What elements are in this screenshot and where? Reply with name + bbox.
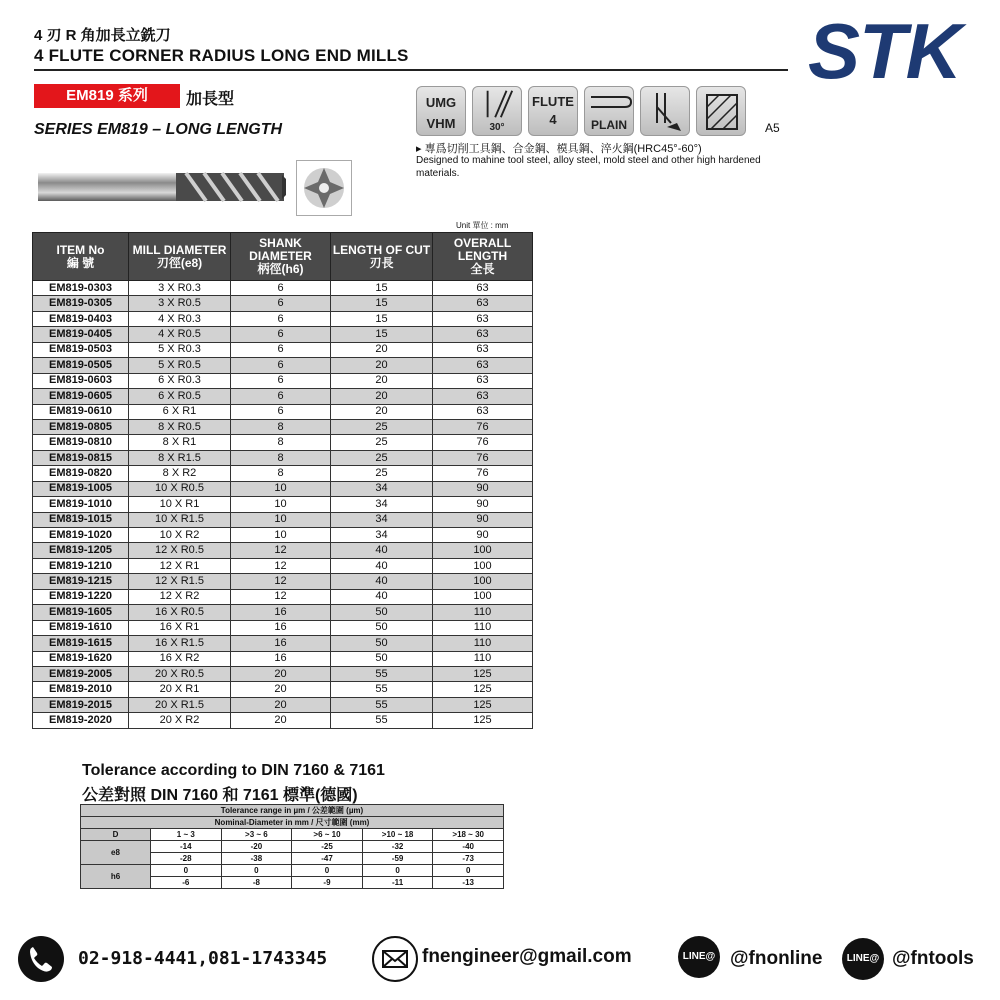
plain-shank-icon: [585, 87, 635, 115]
shank-diameter-cell: 20: [231, 666, 331, 681]
item-no-cell: EM819-0305: [33, 296, 129, 311]
item-no-cell: EM819-1220: [33, 589, 129, 604]
mill-diameter-cell: 16 X R2: [129, 651, 231, 666]
title-divider: [34, 69, 788, 71]
tolerance-table: [80, 804, 504, 889]
h6-label: h6: [81, 865, 151, 889]
item-no-cell: EM819-1010: [33, 497, 129, 512]
mill-diameter-cell: 20 X R2: [129, 713, 231, 728]
e8-label: e8: [81, 841, 151, 865]
line-icon: LINE@: [842, 938, 884, 980]
shank-diameter-cell: 8: [231, 466, 331, 481]
item-no-cell: EM819-0303: [33, 281, 129, 296]
length-of-cut-cell: 55: [331, 682, 433, 697]
shank-label: PLAIN: [591, 118, 627, 132]
series-badge: EM819 系列: [34, 84, 180, 108]
length-of-cut-cell: 15: [331, 296, 433, 311]
col-header-shank-diameter: SHANK DIAMETER 柄徑(h6): [231, 233, 331, 281]
contact-footer: [0, 934, 1000, 984]
overall-length-cell: 110: [433, 651, 533, 666]
phone-icon: [18, 936, 64, 982]
item-no-cell: EM819-0503: [33, 342, 129, 357]
item-no-cell: EM819-1605: [33, 605, 129, 620]
shank-diameter-cell: 10: [231, 512, 331, 527]
overall-length-cell: 76: [433, 435, 533, 450]
shank-diameter-cell: 6: [231, 281, 331, 296]
overall-length-cell: 63: [433, 404, 533, 419]
hatch-icon: [697, 87, 747, 137]
shank-diameter-cell: 12: [231, 543, 331, 558]
range-cell: >3 ~ 6: [221, 829, 292, 841]
length-of-cut-cell: 55: [331, 713, 433, 728]
unit-label: Unit 單位 : mm: [456, 221, 509, 230]
overall-length-cell: 90: [433, 512, 533, 527]
overall-length-cell: 63: [433, 373, 533, 388]
item-no-cell: EM819-1210: [33, 558, 129, 573]
length-of-cut-cell: 20: [331, 373, 433, 388]
cutting-icon: [641, 87, 691, 137]
table-row: [33, 589, 533, 604]
item-no-cell: EM819-1005: [33, 481, 129, 496]
flute-icon: [528, 86, 578, 136]
length-of-cut-cell: 34: [331, 512, 433, 527]
table-row: [33, 481, 533, 496]
shank-diameter-cell: 6: [231, 311, 331, 326]
tol-cell: -73: [433, 853, 504, 865]
item-no-cell: EM819-1215: [33, 574, 129, 589]
mill-diameter-cell: 10 X R1: [129, 497, 231, 512]
length-of-cut-cell: 34: [331, 497, 433, 512]
shank-diameter-cell: 10: [231, 528, 331, 543]
description-english: Designed to mahine tool steel, alloy steel, mold steel and other high hardened materials.: [416, 155, 761, 179]
length-of-cut-cell: 20: [331, 404, 433, 419]
mill-diameter-cell: 6 X R0.5: [129, 389, 231, 404]
end-mill-image: [36, 167, 288, 207]
overall-length-cell: 76: [433, 419, 533, 434]
mill-diameter-cell: 20 X R1.5: [129, 697, 231, 712]
d-label: D: [81, 829, 151, 841]
length-of-cut-cell: 50: [331, 651, 433, 666]
range-cell: >10 ~ 18: [362, 829, 433, 841]
helix-angle-icon: [472, 86, 522, 136]
item-no-cell: EM819-1620: [33, 651, 129, 666]
shank-diameter-cell: 16: [231, 605, 331, 620]
material-pattern-icon: [696, 86, 746, 136]
item-no-cell: EM819-0405: [33, 327, 129, 342]
table-row: [33, 435, 533, 450]
shank-diameter-cell: 10: [231, 497, 331, 512]
tol-cell: -32: [362, 841, 433, 853]
helix-icon: [473, 87, 523, 121]
shank-diameter-cell: 16: [231, 651, 331, 666]
code-label: A5: [765, 121, 780, 135]
tol-cell: -8: [221, 877, 292, 889]
item-no-cell: EM819-1615: [33, 636, 129, 651]
tol-cell: 0: [433, 865, 504, 877]
tol-cell: -40: [433, 841, 504, 853]
nominal-diameter-row: [81, 817, 504, 829]
mill-diameter-cell: 3 X R0.5: [129, 296, 231, 311]
item-no-cell: EM819-0605: [33, 389, 129, 404]
length-of-cut-cell: 40: [331, 574, 433, 589]
tol-cell: -28: [151, 853, 222, 865]
tol-cell: -11: [362, 877, 433, 889]
mill-diameter-cell: 5 X R0.3: [129, 342, 231, 357]
mill-diameter-cell: 6 X R0.3: [129, 373, 231, 388]
length-of-cut-cell: 40: [331, 543, 433, 558]
e8-upper-row: [81, 841, 504, 853]
table-row: [33, 281, 533, 296]
item-no-cell: EM819-2020: [33, 713, 129, 728]
overall-length-cell: 63: [433, 342, 533, 357]
shank-diameter-cell: 12: [231, 574, 331, 589]
mill-diameter-cell: 8 X R1.5: [129, 450, 231, 465]
length-of-cut-cell: 25: [331, 466, 433, 481]
table-row: [33, 605, 533, 620]
col-header-mill-diameter: MILL DIAMETER 刃徑(e8): [129, 233, 231, 281]
tol-cell: -59: [362, 853, 433, 865]
table-row: [33, 512, 533, 527]
overall-length-cell: 125: [433, 666, 533, 681]
table-row: [33, 636, 533, 651]
table-row: [33, 311, 533, 326]
overall-length-cell: 100: [433, 543, 533, 558]
range-cell: >6 ~ 10: [292, 829, 363, 841]
series-title: SERIES EM819 – LONG LENGTH: [34, 121, 283, 138]
mill-diameter-cell: 12 X R0.5: [129, 543, 231, 558]
item-no-cell: EM819-0603: [33, 373, 129, 388]
mill-diameter-cell: 16 X R1: [129, 620, 231, 635]
helix-angle-label: 30°: [489, 122, 505, 133]
overall-length-cell: 125: [433, 682, 533, 697]
tol-cell: 0: [151, 865, 222, 877]
table-row: [33, 296, 533, 311]
tolerance-title-chinese: 公差對照 DIN 7160 和 7161 標準(德國): [82, 787, 358, 804]
overall-length-cell: 63: [433, 296, 533, 311]
email-address[interactable]: fnengineer@gmail.com: [422, 946, 632, 967]
line-icon: LINE@: [678, 936, 720, 978]
tol-cell: 0: [292, 865, 363, 877]
mill-diameter-cell: 10 X R0.5: [129, 481, 231, 496]
shank-type-icon: [584, 86, 634, 136]
tol-cell: 0: [221, 865, 292, 877]
shank-diameter-cell: 6: [231, 389, 331, 404]
title-english: 4 FLUTE CORNER RADIUS LONG END MILLS: [34, 46, 409, 65]
overall-length-cell: 63: [433, 358, 533, 373]
overall-length-cell: 100: [433, 558, 533, 573]
length-of-cut-cell: 20: [331, 389, 433, 404]
h6-upper-row: [81, 865, 504, 877]
length-of-cut-cell: 50: [331, 605, 433, 620]
table-row: [33, 497, 533, 512]
table-row: [33, 682, 533, 697]
line-id-fnonline[interactable]: @fnonline: [730, 948, 823, 969]
shank-diameter-cell: 20: [231, 713, 331, 728]
overall-length-cell: 110: [433, 636, 533, 651]
length-of-cut-cell: 15: [331, 311, 433, 326]
material-icon: [416, 86, 466, 136]
shank-diameter-cell: 16: [231, 636, 331, 651]
table-row: [33, 574, 533, 589]
overall-length-cell: 63: [433, 389, 533, 404]
col-header-overall-length: OVERALL LENGTH 全長: [433, 233, 533, 281]
table-row: [33, 419, 533, 434]
table-row: [33, 404, 533, 419]
mill-diameter-cell: 6 X R1: [129, 404, 231, 419]
item-no-cell: EM819-0810: [33, 435, 129, 450]
series-type: 加長型: [186, 91, 235, 108]
overall-length-cell: 90: [433, 528, 533, 543]
overall-length-cell: 76: [433, 450, 533, 465]
item-no-cell: EM819-0805: [33, 419, 129, 434]
overall-length-cell: 90: [433, 481, 533, 496]
stk-logo: STK: [808, 7, 961, 95]
length-of-cut-cell: 34: [331, 528, 433, 543]
shank-diameter-cell: 16: [231, 620, 331, 635]
tol-cell: -9: [292, 877, 363, 889]
tol-cell: -14: [151, 841, 222, 853]
table-row: [33, 327, 533, 342]
mill-diameter-cell: 20 X R1: [129, 682, 231, 697]
flute-label: FLUTE: [532, 94, 574, 109]
length-of-cut-cell: 20: [331, 342, 433, 357]
mill-diameter-cell: 8 X R0.5: [129, 419, 231, 434]
shank-diameter-cell: 8: [231, 450, 331, 465]
table-row: [33, 466, 533, 481]
item-no-cell: EM819-2010: [33, 682, 129, 697]
cross-section-icon: [296, 160, 352, 216]
mill-diameter-cell: 12 X R1: [129, 558, 231, 573]
length-of-cut-cell: 55: [331, 666, 433, 681]
tolerance-title-english: Tolerance according to DIN 7160 & 7161: [82, 762, 385, 779]
shank-diameter-cell: 12: [231, 558, 331, 573]
spec-table: [32, 232, 533, 729]
tol-cell: -13: [433, 877, 504, 889]
length-of-cut-cell: 55: [331, 697, 433, 712]
range-cell: 1 ~ 3: [151, 829, 222, 841]
table-row: [33, 389, 533, 404]
description-chinese: ▸ 專爲切削工具鋼、合金鋼、模具鋼、淬火鋼(HRC45°-60°): [416, 143, 702, 155]
item-no-cell: EM819-1205: [33, 543, 129, 558]
umg-label: UMG: [425, 95, 457, 110]
length-of-cut-cell: 50: [331, 620, 433, 635]
mill-diameter-cell: 12 X R1.5: [129, 574, 231, 589]
overall-length-cell: 63: [433, 281, 533, 296]
table-row: [33, 558, 533, 573]
table-row: [33, 450, 533, 465]
length-of-cut-cell: 20: [331, 358, 433, 373]
tol-cell: -6: [151, 877, 222, 889]
line-id-fntools[interactable]: @fntools: [892, 948, 974, 969]
mill-diameter-cell: 5 X R0.5: [129, 358, 231, 373]
diameter-range-row: [81, 829, 504, 841]
overall-length-cell: 100: [433, 574, 533, 589]
item-no-cell: EM819-0403: [33, 311, 129, 326]
length-of-cut-cell: 40: [331, 589, 433, 604]
tol-cell: -47: [292, 853, 363, 865]
item-no-cell: EM819-0815: [33, 450, 129, 465]
shank-diameter-cell: 6: [231, 373, 331, 388]
overall-length-cell: 110: [433, 605, 533, 620]
tolerance-range-label: Tolerance range in µm / 公差範圍 (µm): [81, 805, 504, 817]
mill-diameter-cell: 16 X R1.5: [129, 636, 231, 651]
table-row: [33, 713, 533, 728]
length-of-cut-cell: 25: [331, 419, 433, 434]
mill-diameter-cell: 8 X R1: [129, 435, 231, 450]
mill-diameter-cell: 20 X R0.5: [129, 666, 231, 681]
col-header-item: ITEM No 編 號: [33, 233, 129, 281]
tol-cell: -38: [221, 853, 292, 865]
table-row: [33, 543, 533, 558]
item-no-cell: EM819-2005: [33, 666, 129, 681]
email-icon: [372, 936, 418, 982]
table-row: [33, 697, 533, 712]
tol-cell: 0: [362, 865, 433, 877]
table-row: [33, 620, 533, 635]
mill-diameter-cell: 8 X R2: [129, 466, 231, 481]
length-of-cut-cell: 25: [331, 450, 433, 465]
shank-diameter-cell: 20: [231, 682, 331, 697]
overall-length-cell: 125: [433, 713, 533, 728]
table-row: [33, 651, 533, 666]
length-of-cut-cell: 50: [331, 636, 433, 651]
overall-length-cell: 76: [433, 466, 533, 481]
flute-count: 4: [549, 112, 557, 127]
phone-number[interactable]: 02-918-4441,081-1743345: [78, 948, 328, 969]
length-of-cut-cell: 15: [331, 327, 433, 342]
cutting-direction-icon: [640, 86, 690, 136]
item-no-cell: EM819-1015: [33, 512, 129, 527]
mill-diameter-cell: 12 X R2: [129, 589, 231, 604]
mill-diameter-cell: 4 X R0.5: [129, 327, 231, 342]
shank-diameter-cell: 8: [231, 419, 331, 434]
table-row: [33, 358, 533, 373]
mill-diameter-cell: 4 X R0.3: [129, 311, 231, 326]
item-no-cell: EM819-0505: [33, 358, 129, 373]
shank-diameter-cell: 6: [231, 342, 331, 357]
shank-diameter-cell: 6: [231, 404, 331, 419]
tolerance-range-row: [81, 805, 504, 817]
length-of-cut-cell: 40: [331, 558, 433, 573]
title-chinese: 4 刃 R 角加長立銑刀: [34, 27, 171, 44]
overall-length-cell: 90: [433, 497, 533, 512]
col-header-length-of-cut: LENGTH OF CUT 刃長: [331, 233, 433, 281]
range-cell: >18 ~ 30: [433, 829, 504, 841]
mill-diameter-cell: 3 X R0.3: [129, 281, 231, 296]
mill-diameter-cell: 10 X R2: [129, 528, 231, 543]
overall-length-cell: 110: [433, 620, 533, 635]
item-no-cell: EM819-1020: [33, 528, 129, 543]
tol-cell: -20: [221, 841, 292, 853]
item-no-cell: EM819-2015: [33, 697, 129, 712]
table-row: [33, 666, 533, 681]
shank-diameter-cell: 8: [231, 435, 331, 450]
table-row: [33, 528, 533, 543]
shank-diameter-cell: 20: [231, 697, 331, 712]
shank-diameter-cell: 10: [231, 481, 331, 496]
shank-diameter-cell: 6: [231, 296, 331, 311]
item-no-cell: EM819-0820: [33, 466, 129, 481]
table-row: [33, 373, 533, 388]
mill-diameter-cell: 10 X R1.5: [129, 512, 231, 527]
item-no-cell: EM819-0610: [33, 404, 129, 419]
length-of-cut-cell: 34: [331, 481, 433, 496]
shank-diameter-cell: 6: [231, 327, 331, 342]
table-row: [33, 342, 533, 357]
length-of-cut-cell: 25: [331, 435, 433, 450]
nominal-diameter-label: Nominal-Diameter in mm / 尺寸範圍 (mm): [81, 817, 504, 829]
overall-length-cell: 125: [433, 697, 533, 712]
spec-header-row: [33, 233, 533, 281]
overall-length-cell: 63: [433, 327, 533, 342]
overall-length-cell: 100: [433, 589, 533, 604]
shank-diameter-cell: 6: [231, 358, 331, 373]
length-of-cut-cell: 15: [331, 281, 433, 296]
item-no-cell: EM819-1610: [33, 620, 129, 635]
shank-diameter-cell: 12: [231, 589, 331, 604]
tol-cell: -25: [292, 841, 363, 853]
vhm-label: VHM: [426, 116, 456, 131]
overall-length-cell: 63: [433, 311, 533, 326]
mill-diameter-cell: 16 X R0.5: [129, 605, 231, 620]
